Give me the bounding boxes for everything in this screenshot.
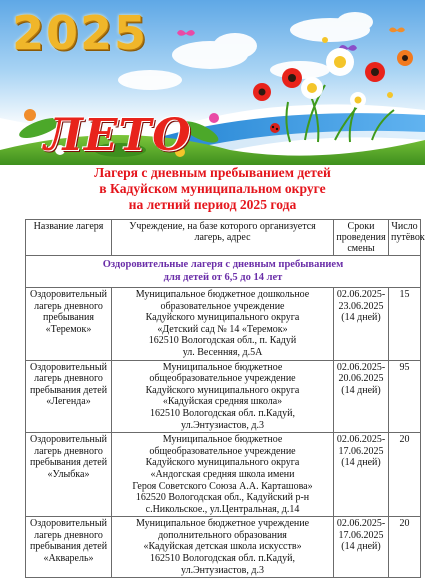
camp-name-line: Оздоровительный (30, 361, 107, 373)
date-line: (14 дней) (341, 384, 381, 396)
date-line: 17.06.2025 (338, 529, 384, 541)
institution-line: «Детский сад № 14 «Теремок» (157, 323, 288, 335)
section-title (26, 256, 421, 288)
institution-cell (112, 517, 334, 578)
institution-line: Муниципальное бюджетное (162, 361, 283, 373)
dates-cell (334, 288, 389, 361)
header-camp-name: Название лагеря (26, 220, 112, 256)
camp-name-line: пребывания детей (29, 384, 108, 396)
camp-name-line: Оздоровительный (30, 518, 107, 530)
table-row (26, 360, 421, 433)
institution-line: общеобразовательное учреждение (149, 445, 296, 457)
camp-name-line: пребывания (43, 312, 94, 324)
header-vouchers: Число путёвок (389, 220, 421, 256)
institution-cell (112, 433, 334, 517)
institution-line: Кадуйского муниципального округа (145, 457, 300, 469)
institution-line: 162510 Вологодская обл., п. Кадуй (148, 335, 297, 347)
institution-line: ул.Энтузиастов, д.3 (181, 419, 264, 431)
year-title: 2025 (12, 6, 149, 60)
institution-line: Муниципальное бюджетное учреждение (135, 518, 310, 530)
camp-name-line: пребывания детей (29, 541, 108, 553)
table-header-row (26, 220, 421, 256)
summer-banner (0, 0, 425, 165)
date-line: 23.06.2025 (338, 300, 384, 312)
institution-cell (112, 360, 334, 433)
header-institution: Учреждение, на базе которого организуется лагерь, адрес (112, 220, 334, 256)
camp-name-cell (26, 433, 112, 517)
dates-cell (334, 517, 389, 578)
institution-line: с.Никольское., ул.Центральная, д.14 (145, 503, 300, 515)
heading-line: в Кадуйском муниципальном округе (99, 181, 326, 196)
institution-line: ул.Энтузиастов, д.3 (181, 564, 264, 576)
camp-name-line: «Акварель» (43, 553, 94, 565)
dates-cell (334, 360, 389, 433)
date-line: (14 дней) (341, 457, 381, 469)
date-line: (14 дней) (341, 312, 381, 324)
table-row (26, 288, 421, 361)
date-line: 17.06.2025 (338, 445, 384, 457)
camp-name-line: пребывания детей (29, 457, 108, 469)
camp-name-cell (26, 360, 112, 433)
heading-line: Лагеря с дневным пребыванием детей (94, 165, 331, 180)
institution-line: «Кадуйская детская школа искусств» (143, 541, 302, 553)
dates-cell (334, 433, 389, 517)
camp-name-line: «Легенда» (46, 396, 91, 408)
institution-line: Муниципальное бюджетное (162, 434, 283, 446)
date-line: (14 дней) (341, 541, 381, 553)
institution-line: Героя Советского Союза А.А. Карташова» (132, 480, 313, 492)
institution-line: «Кадуйская средняя школа» (162, 396, 283, 408)
institution-line: Муниципальное бюджетное дошкольное (135, 289, 310, 300)
vouchers-cell: 95 (389, 360, 421, 433)
camp-name-line: Оздоровительный (30, 434, 107, 446)
summer-title: ЛЕТО (44, 110, 192, 161)
section-row (26, 256, 421, 288)
date-line: 02.06.2025- (336, 518, 386, 530)
camp-name-line: лагерь дневного (34, 373, 103, 385)
institution-cell (112, 288, 334, 361)
institution-line: «Андогская средняя школа имени (150, 468, 295, 480)
vouchers-cell: 20 (389, 433, 421, 517)
table-row (26, 433, 421, 517)
camp-name-line: лагерь дневного (34, 300, 103, 312)
ladybug-icon (270, 123, 280, 133)
header-dates: Сроки проведения смены (334, 220, 389, 256)
heading-line: на летний период 2025 года (128, 197, 297, 212)
camp-name-line: лагерь дневного (34, 445, 103, 457)
camp-name-line: «Теремок» (45, 323, 92, 335)
institution-line: Кадуйского муниципального округа (145, 384, 300, 396)
camps-table (25, 219, 425, 578)
camp-name-line: Оздоровительный (30, 289, 107, 300)
date-line: 20.06.2025 (338, 373, 384, 385)
institution-line: дополнительного образования (158, 529, 287, 541)
page-heading (0, 165, 425, 213)
camp-name-line: «Улыбка» (47, 468, 90, 480)
section-title-line: Оздоровительные лагеря с дневным пребыванием (102, 259, 344, 270)
table-row (26, 517, 421, 578)
date-line: 02.06.2025- (336, 289, 386, 300)
camp-name-line: лагерь дневного (34, 529, 103, 541)
vouchers-cell: 20 (389, 517, 421, 578)
institution-line: ул. Весенняя, д.5А (182, 346, 263, 358)
section-title-line: для детей от 6,5 до 14 лет (163, 271, 283, 283)
institution-line: 162510 Вологодская обл. п.Кадуй, (150, 407, 295, 419)
camp-name-cell (26, 288, 112, 361)
institution-line: общеобразовательное учреждение (149, 373, 296, 385)
institution-line: образовательное учреждение (160, 300, 285, 312)
institution-line: 162520 Вологодская обл., Кадуйский р-н (135, 492, 310, 504)
institution-line: 162510 Вологодская обл. п.Кадуй, (150, 553, 295, 565)
camp-name-cell (26, 517, 112, 578)
vouchers-cell: 15 (389, 288, 421, 361)
date-line: 02.06.2025- (336, 434, 386, 446)
date-line: 02.06.2025- (336, 361, 386, 373)
institution-line: Кадуйского муниципального округа (145, 312, 300, 324)
